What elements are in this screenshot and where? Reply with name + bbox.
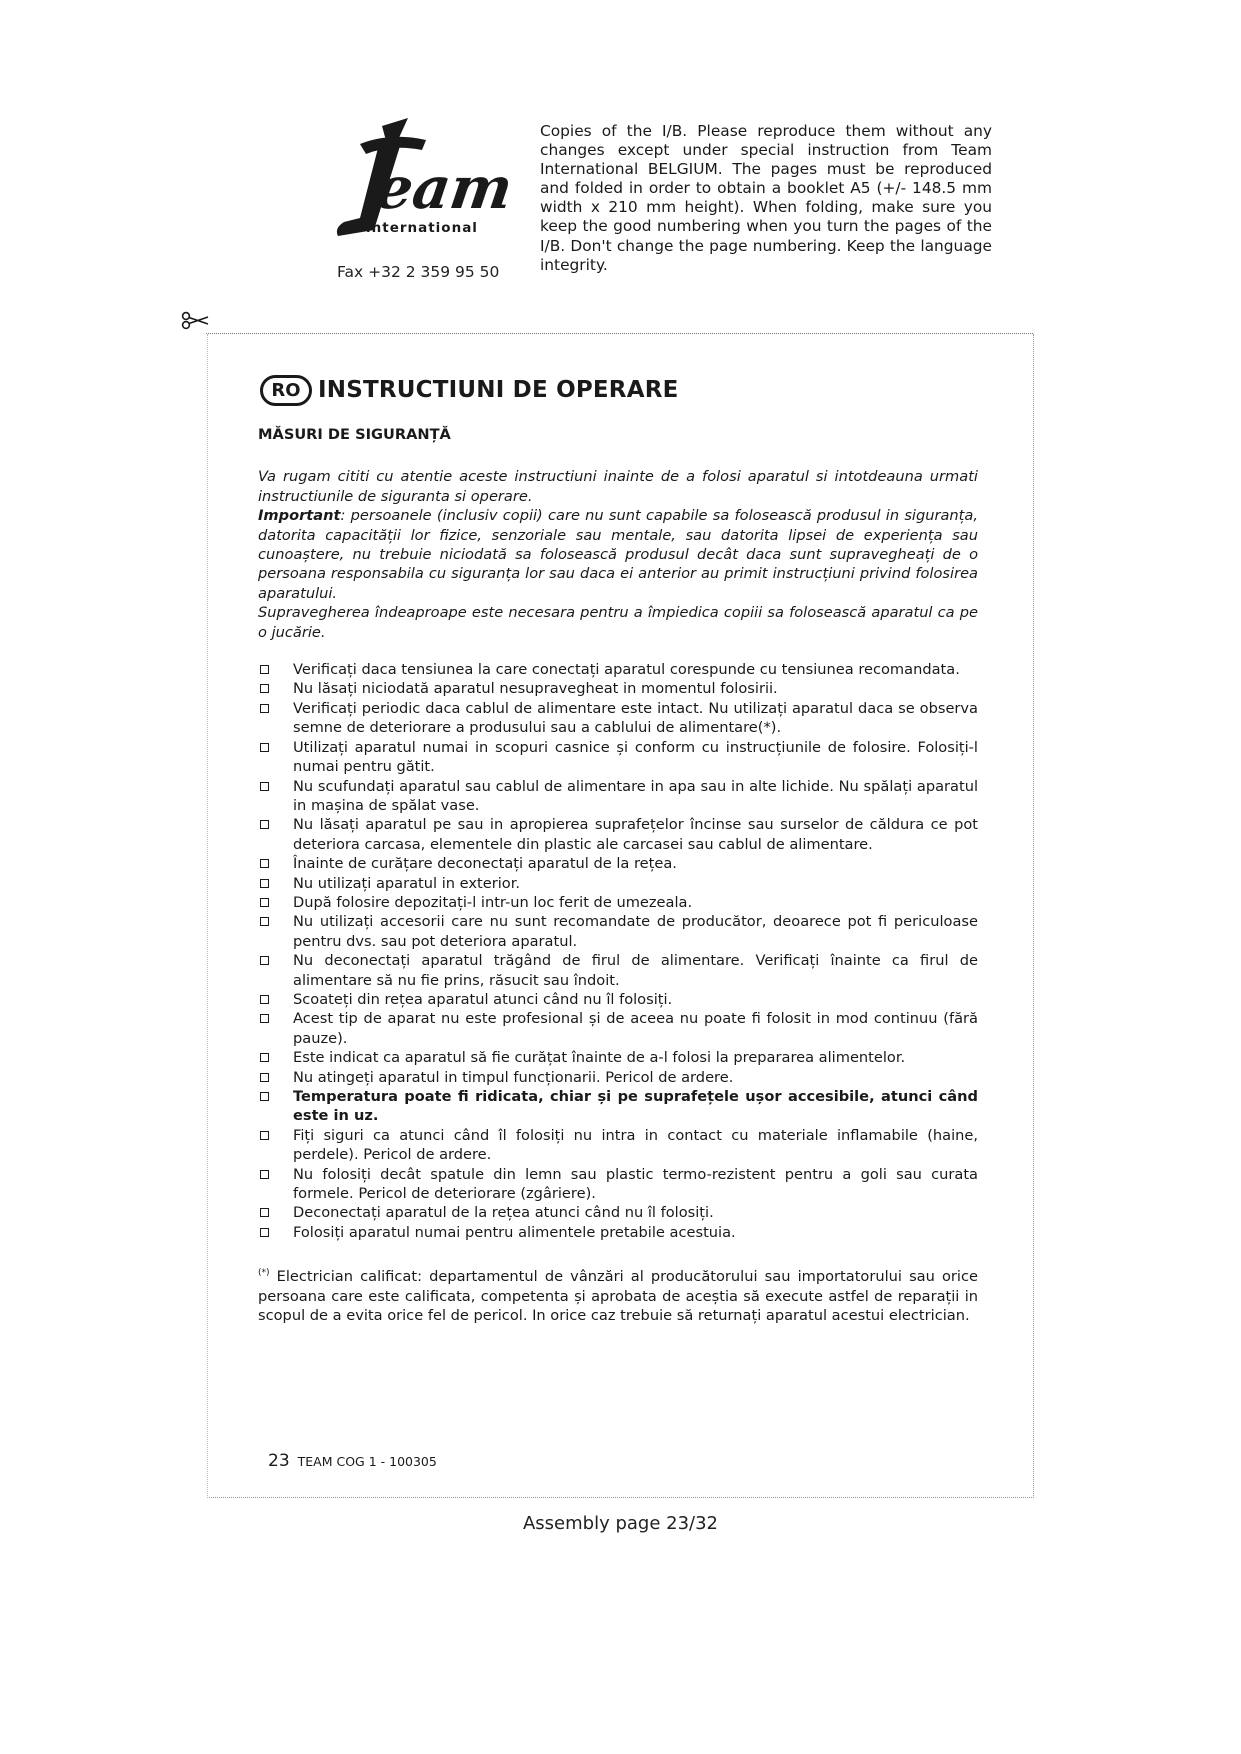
list-item: Utilizați aparatul numai in scopuri casnice și conform cu instrucțiunile de folosire. Folosiți-l numai pentru gătit. [258,738,978,777]
list-item-warning: Temperatura poate fi ridicata, chiar și pe suprafețele ușor accesibile, atunci când este in uz. [258,1087,978,1126]
important-text: : persoanele (inclusiv copii) care nu sunt capabile sa folosească produsul in siguranța, datorita capacității lor fizice, senzoriale sau mentale, sau datorita lipsei de experiența sau cunoaștere, nu trebuie niciodată sa folosească produsul decât daca sunt supravegheați de o persoana responsabila cu siguranța lor sau daca ei anterior au primit instrucțiuni privind folosirea aparatului. [258,507,978,602]
supervision-paragraph: Supravegherea îndeaproape este necesara pentru a împiedica copiii sa folosească aparatul ca pe o jucărie. [258,604,978,641]
electrician-footnote [258,1264,978,1325]
checkbox-bullet-icon [260,665,269,674]
assembly-page-label: Assembly page 23/32 [522,1513,719,1534]
list-item: Nu folosiți decât spatule din lemn sau plastic termo-rezistent pentru a goli sau curata formele. Pericol de deteriorare (zgâriere). [258,1165,978,1204]
list-item: Înainte de curățare deconectați aparatul de la rețea. [258,854,978,873]
intro-paragraph: Va rugam cititi cu atentie aceste instructiuni inainte de a folosi aparatul si intotdeauna urmati instructiunile de siguranta si operare. [258,468,978,505]
checkbox-bullet-icon [260,956,269,965]
language-badge: RO [260,375,312,406]
list-item: Nu lăsați aparatul pe sau in apropierea suprafețelor încinse sau surselor de căldura ce pot deteriora carcasa, elementele din plastic ale carcasei sau cablul de alimentare. [258,815,978,854]
section-title-row [260,372,679,408]
checkbox-bullet-icon [260,743,269,752]
list-item: Verificați periodic daca cablul de alimentare este intact. Nu utilizați aparatul daca se observa semne de deteriorare a produsului sau a cablului de alimentare(*). [258,699,978,738]
checkbox-bullet-icon [260,1170,269,1179]
safety-intro [258,467,978,642]
checkbox-bullet-icon [260,1228,269,1237]
list-item: Nu deconectați aparatul trăgând de firul de alimentare. Verificați înainte ca firul de alimentare să nu fie prins, răsucit sau îndoit. [258,951,978,990]
list-item: Fiți siguri ca atunci când îl folosiți nu intra in contact cu materiale inflamabile (haine, perdele). Pericol de ardere. [258,1126,978,1165]
checkbox-bullet-icon [260,859,269,868]
important-label: Important [258,507,341,525]
svg-text:international: international [366,220,478,236]
checkbox-bullet-icon [260,1092,269,1101]
reproduction-note: Copies of the I/B. Please reproduce them without any changes except under special instruction from Team International BELGIUM. The pages must be reproduced and folded in order to obtain a booklet A5 (+/- 148.5 mm width x 210 mm height). When folding, make sure you keep the good numbering when you turn the pages of the I/B. Don't change the page numbering. Keep the language integrity. [540,122,992,274]
list-item: Folosiți aparatul numai pentru alimentele pretabile acestuia. [258,1223,978,1242]
checkbox-bullet-icon [260,820,269,829]
checkbox-bullet-icon [260,1131,269,1140]
list-item: Nu atingeți aparatul in timpul funcționarii. Pericol de ardere. [258,1068,978,1087]
checkbox-bullet-icon [260,1014,269,1023]
checkbox-bullet-icon [260,1073,269,1082]
checkbox-bullet-icon [260,879,269,888]
footnote-text: Electrician calificat: departamentul de vânzări al producătorului sau importatorului sau orice persoana care este calificata, competenta și aprobata de aceștia să execute astfel de reparații in scopul de a evita orice fel de pericol. In orice caz trebuie să returnați aparatul acestui electrician. [258,1268,978,1324]
team-international-logo [330,118,517,240]
list-item: Nu lăsați niciodată aparatul nesupravegheat in momentul folosirii. [258,679,978,698]
checkbox-bullet-icon [260,898,269,907]
list-item: Acest tip de aparat nu este profesional și de aceea nu poate fi folosit in mod continuu (fără pauze). [258,1009,978,1048]
list-item: Nu utilizați aparatul in exterior. [258,874,978,893]
list-item: După folosire depozitați-l intr-un loc ferit de umezeala. [258,893,978,912]
list-item: Este indicat ca aparatul să fie curățat înainte de a-l folosi la prepararea alimentelor. [258,1048,978,1067]
model-code: TEAM COG 1 - 100305 [297,1454,437,1469]
page-title: INSTRUCTIUNI DE OPERARE [318,377,679,403]
checkbox-bullet-icon [260,782,269,791]
list-item: Nu scufundați aparatul sau cablul de alimentare in apa sau in alte lichide. Nu spălați aparatul in mașina de spălat vase. [258,777,978,816]
checkbox-bullet-icon [260,917,269,926]
list-item: Verificați daca tensiunea la care conectați aparatul corespunde cu tensiunea recomandata. [258,660,978,679]
scissors-icon [180,308,210,332]
list-item: Scoateți din rețea aparatul atunci când nu îl folosiți. [258,990,978,1009]
checkbox-bullet-icon [260,684,269,693]
page-number: 23 [268,1451,290,1471]
safety-subheading: MĂSURI DE SIGURANȚĂ [258,426,451,443]
instructions-content [258,425,978,1325]
footnote-mark: (*) [258,1268,270,1279]
list-item: Nu utilizați accesorii care nu sunt recomandate de producător, deoarece pot fi periculoase pentru dvs. sau pot deteriora aparatul. [258,912,978,951]
checkbox-bullet-icon [260,704,269,713]
page-footer [268,1451,437,1471]
list-item: Deconectați aparatul de la rețea atunci când nu îl folosiți. [258,1203,978,1222]
checkbox-bullet-icon [260,1053,269,1062]
important-paragraph [258,506,978,603]
svg-text:eam: eam [371,153,517,222]
fax-number: Fax +32 2 359 95 50 [337,263,500,281]
safety-list [258,660,978,1242]
checkbox-bullet-icon [260,1208,269,1217]
checkbox-bullet-icon [260,995,269,1004]
